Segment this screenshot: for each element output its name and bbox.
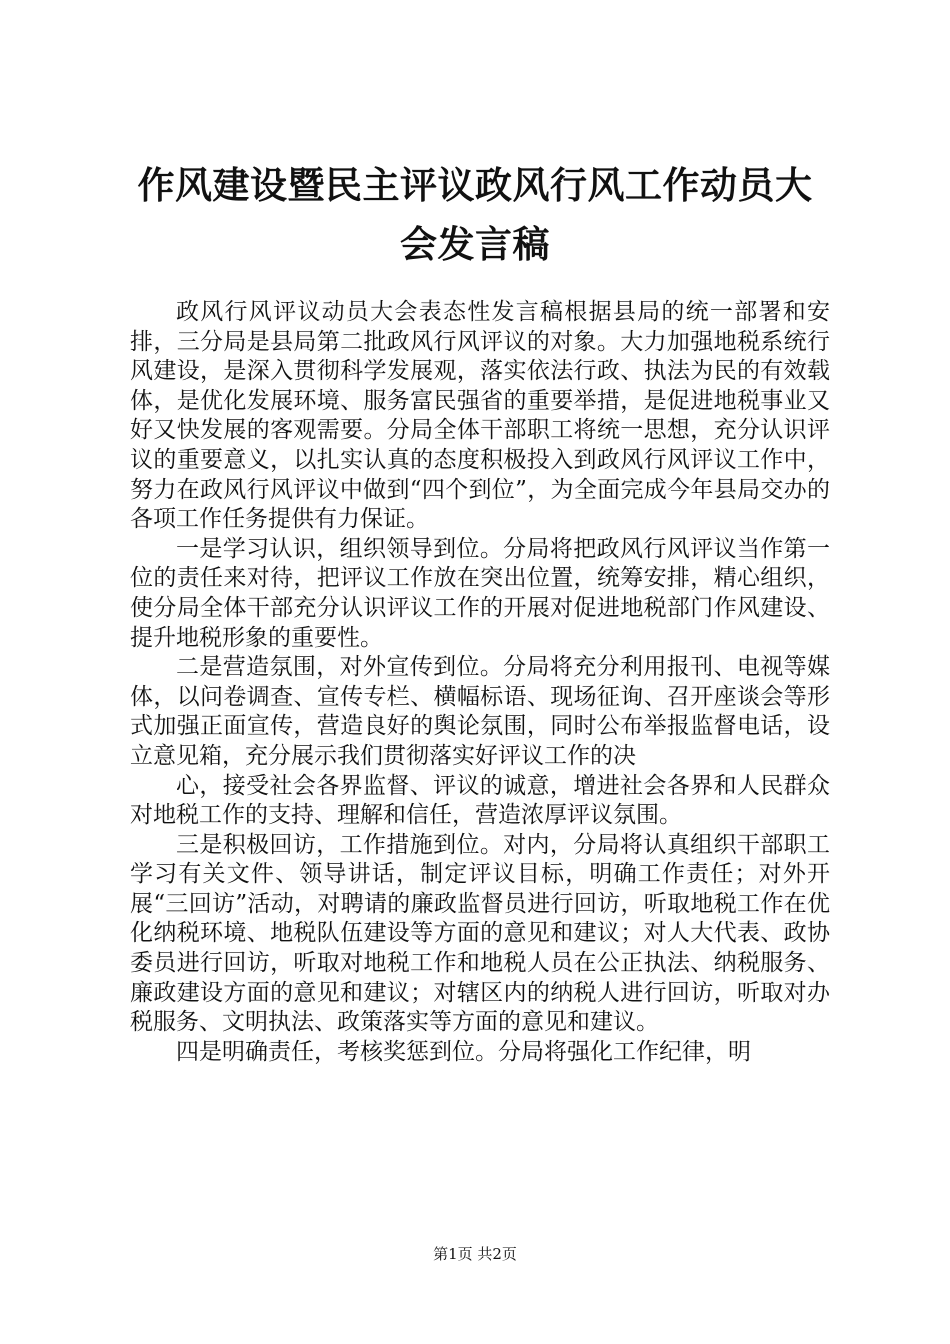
paragraph-point-two: 二是营造氛围，对外宣传到位。分局将充分利用报刊、电视等媒体，以问卷调查、宣传专栏、横幅标语、现场征询、召开座谈会等形式加强正面宣传，营造良好的舆论氛围，同时公布举报监督电话，设立意见箱，充分展示我们贯彻落实好评议工作的决	[130, 654, 830, 769]
page-number-footer: 第1页 共2页	[433, 1245, 517, 1263]
paragraph-point-two-continued: 心，接受社会各界监督、评议的诚意，增进社会各界和人民群众对地税工作的支持、理解和信任，营造浓厚评议氛围。	[130, 772, 830, 829]
paragraph-point-three: 三是积极回访，工作措施到位。对内，分局将认真组织干部职工学习有关文件、领导讲话，制定评议目标，明确工作责任；对外开展“三回访”活动，对聘请的廉政监督员进行回访，听取地税工作在优化纳税环境、地税队伍建设等方面的意见和建议；对人大代表、政协委员进行回访，听取对地税工作和地税人员在公正执法、纳税服务、廉政建设方面的意见和建议；对辖区内的纳税人进行回访，听取对办税服务、文明执法、政策落实等方面的意见和建议。	[130, 831, 830, 1036]
document-body	[130, 298, 830, 1067]
document-title: 作风建设暨民主评议政风行风工作动员大会发言稿	[137, 164, 813, 266]
paragraph-point-one: 一是学习认识，组织领导到位。分局将把政风行风评议当作第一位的责任来对待，把评议工作放在突出位置，统筹安排，精心组织，使分局全体干部充分认识评议工作的开展对促进地税部门作风建设、提升地税形象的重要性。	[130, 535, 830, 651]
paragraph-point-four: 四是明确责任，考核奖惩到位。分局将强化工作纪律，明	[176, 1038, 751, 1065]
paragraph-intro: 政风行风评议动员大会表态性发言稿根据县局的统一部署和安排，三分局是县局第二批政风行风评议的对象。大力加强地税系统行风建设，是深入贯彻科学发展观，落实依法行政、执法为民的有效载体，是优化发展环境、服务富民强省的重要举措，是促进地税事业又好又快发展的客观需要。分局全体干部职工将统一思想，充分认识评议的重要意义，以扎实认真的态度积极投入到政风行风评议工作中，努力在政风行风评议中做到“四个到位”，为全面完成今年县局交办的各项工作任务提供有力保证。	[130, 299, 830, 533]
